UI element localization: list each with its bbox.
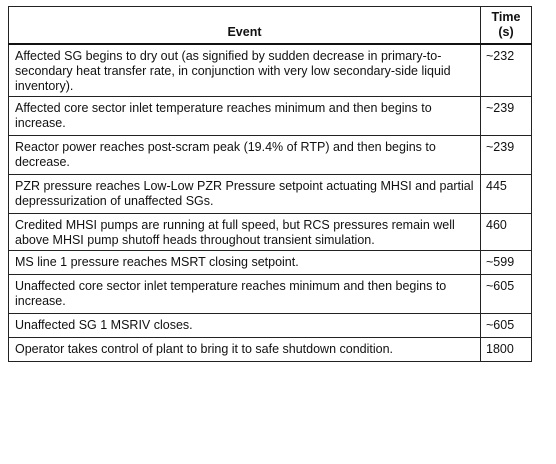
time-cell: ~605	[481, 275, 532, 314]
event-column-header: Event	[9, 7, 481, 45]
table-row	[9, 136, 532, 175]
event-cell: Operator takes control of plant to bring it to safe shutdown condition.	[9, 338, 481, 362]
event-cell: MS line 1 pressure reaches MSRT closing setpoint.	[9, 251, 481, 275]
events-table	[8, 6, 532, 362]
table-row	[9, 214, 532, 251]
time-cell: ~232	[481, 44, 532, 97]
event-cell: Reactor power reaches post-scram peak (19.4% of RTP) and then begins to decrease.	[9, 136, 481, 175]
table-row	[9, 97, 532, 136]
time-cell: 460	[481, 214, 532, 251]
table-header	[9, 7, 532, 45]
event-cell: Credited MHSI pumps are running at full speed, but RCS pressures remain well above MHSI pump shutoff heads throughout transient simulation.	[9, 214, 481, 251]
table-row	[9, 338, 532, 362]
time-cell: ~239	[481, 136, 532, 175]
time-cell: ~605	[481, 314, 532, 338]
time-header-unit: (s)	[498, 25, 514, 39]
time-cell: 445	[481, 175, 532, 214]
header-row	[9, 7, 532, 45]
event-cell: Unaffected SG 1 MSRIV closes.	[9, 314, 481, 338]
event-cell: Affected core sector inlet temperature reaches minimum and then begins to increase.	[9, 97, 481, 136]
time-column-header	[481, 7, 532, 45]
table-row	[9, 314, 532, 338]
time-cell: ~599	[481, 251, 532, 275]
event-cell: Affected SG begins to dry out (as signified by sudden decrease in primary-to-secondary heat transfer rate, in conjunction with very low secondary-side liquid inventory).	[9, 44, 481, 97]
event-cell: Unaffected core sector inlet temperature reaches minimum and then begins to increase.	[9, 275, 481, 314]
table-row	[9, 44, 532, 97]
time-cell: ~239	[481, 97, 532, 136]
table-row	[9, 275, 532, 314]
table-row	[9, 175, 532, 214]
table-body	[9, 44, 532, 362]
time-header-label: Time	[491, 10, 521, 24]
table-row	[9, 251, 532, 275]
time-cell: 1800	[481, 338, 532, 362]
event-cell: PZR pressure reaches Low-Low PZR Pressure setpoint actuating MHSI and partial depressurization of unaffected SGs.	[9, 175, 481, 214]
